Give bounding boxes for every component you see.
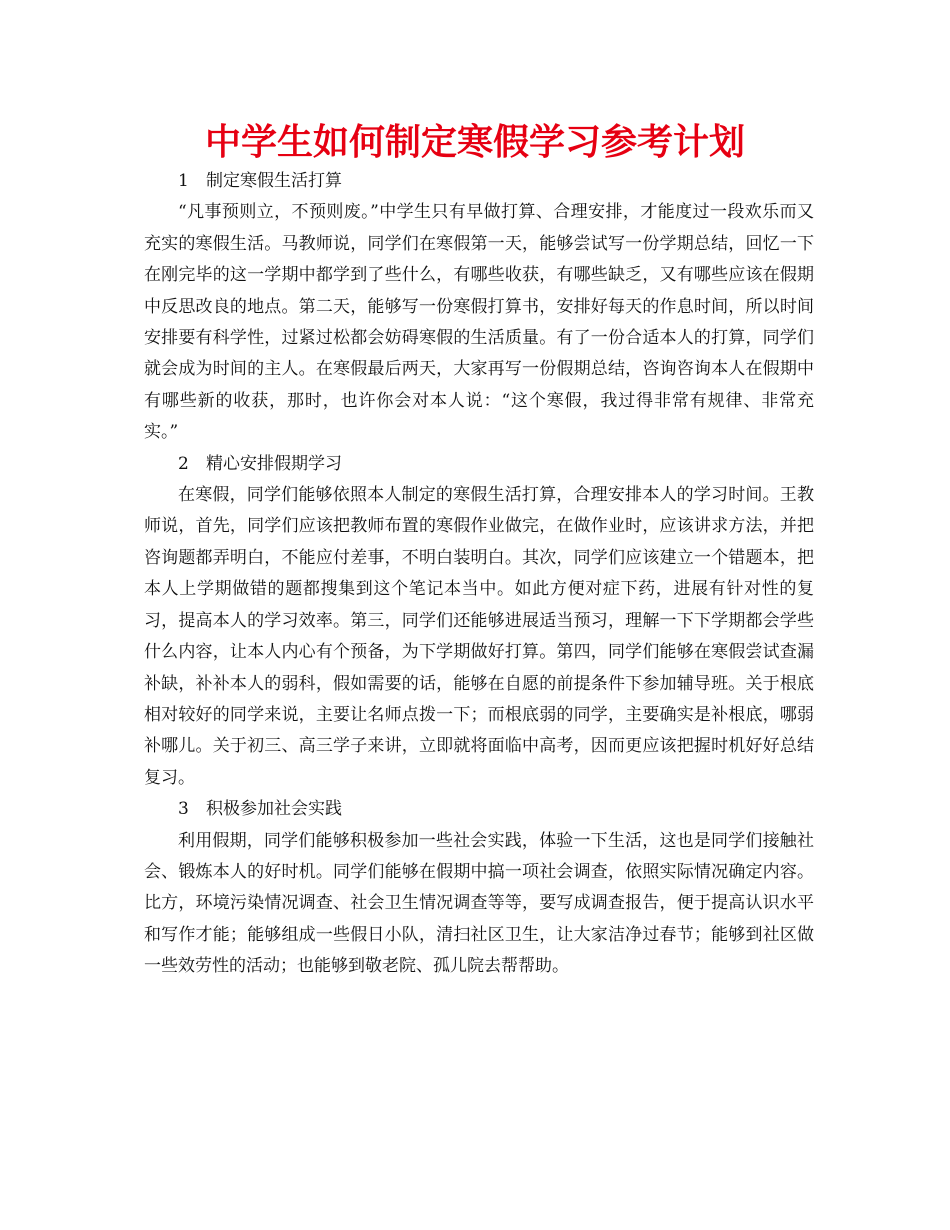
section-paragraph-3: 利用假期，同学们能够积极参加一些社会实践，体验一下生活，这也是同学们接触社会、锻炼本人的好时机。同学们能够在假期中搞一项社会调查，依照实际情况确定内容。比方，环境污染情况调查、社会卫生情况调查等等，要写成调查报告，便于提高认识水平和写作才能；能够组成一些假日小队，清扫社区卫生，让大家洁净过春节；能够到社区做一些效劳性的活动；也能够到敬老院、孤儿院去帮帮助。 xyxy=(144,830,814,977)
section-paragraph-1: “凡事预则立，不预则废。”中学生只有早做打算、合理安排，才能度过一段欢乐而又充实的寒假生活。马教师说，同学们在寒假第一天，能够尝试写一份学期总结，回忆一下在刚完毕的这一学期中都学到了些什么，有哪些收获，有哪些缺乏，又有哪些应该在假期中反思改良的地点。第二天，能够写一份寒假打算书，安排好每天的作息时间，所以时间安排要有科学性，过紧过松都会妨碍寒假的生活质量。有了一份合适本人的打算，同学们就会成为时间的主人。在寒假最后两天，大家再写一份假期总结，咨询咨询本人在假期中有哪些新的收获，那时，也许你会对本人说：“这个寒假，我过得非常有规律、非常充实。” xyxy=(144,202,814,443)
section-heading-text-3: 积极参加社会实践 xyxy=(206,799,342,820)
section-heading-2 xyxy=(144,449,814,480)
section-heading-text-1: 制定寒假生活打算 xyxy=(206,171,342,191)
section-number-1: 1 xyxy=(178,171,189,191)
section-paragraph-2: 在寒假，同学们能够依照本人制定的寒假生活打算，合理安排本人的学习时间。王教师说，首先，同学们应该把教师布置的寒假作业做完，在做作业时，应该讲求方法，并把咨询题都弄明白，不能应付差事，不明白装明白。其次，同学们应该建立一个错题本，把本人上学期做错的题都搜集到这个笔记本当中。如此方便对症下药，进展有针对性的复习，提高本人的学习效率。第三，同学们还能够进展适当预习，理解一下下学期都会学些什么内容，让本人内心有个预备，为下学期做好打算。第四，同学们能够在寒假尝试查漏补缺，补补本人的弱科，假如需要的话，能够在自愿的前提条件下参加辅导班。关于根底相对较好的同学来说，主要让名师点拨一下；而根底弱的同学，主要确实是补根底，哪弱补哪儿。关于初三、高三学子来讲，立即就将面临中高考，因而更应该把握时机好好总结复习。 xyxy=(144,485,814,788)
document-body xyxy=(144,166,814,983)
document-title: 中学生如何制定寒假学习参考计划 xyxy=(204,122,745,163)
section-number-3: 3 xyxy=(178,799,189,820)
section-number-2: 2 xyxy=(178,453,189,474)
section-heading-text-2: 精心安排假期学习 xyxy=(206,453,342,474)
section-heading-3 xyxy=(144,794,814,825)
section-heading-1 xyxy=(144,166,814,197)
